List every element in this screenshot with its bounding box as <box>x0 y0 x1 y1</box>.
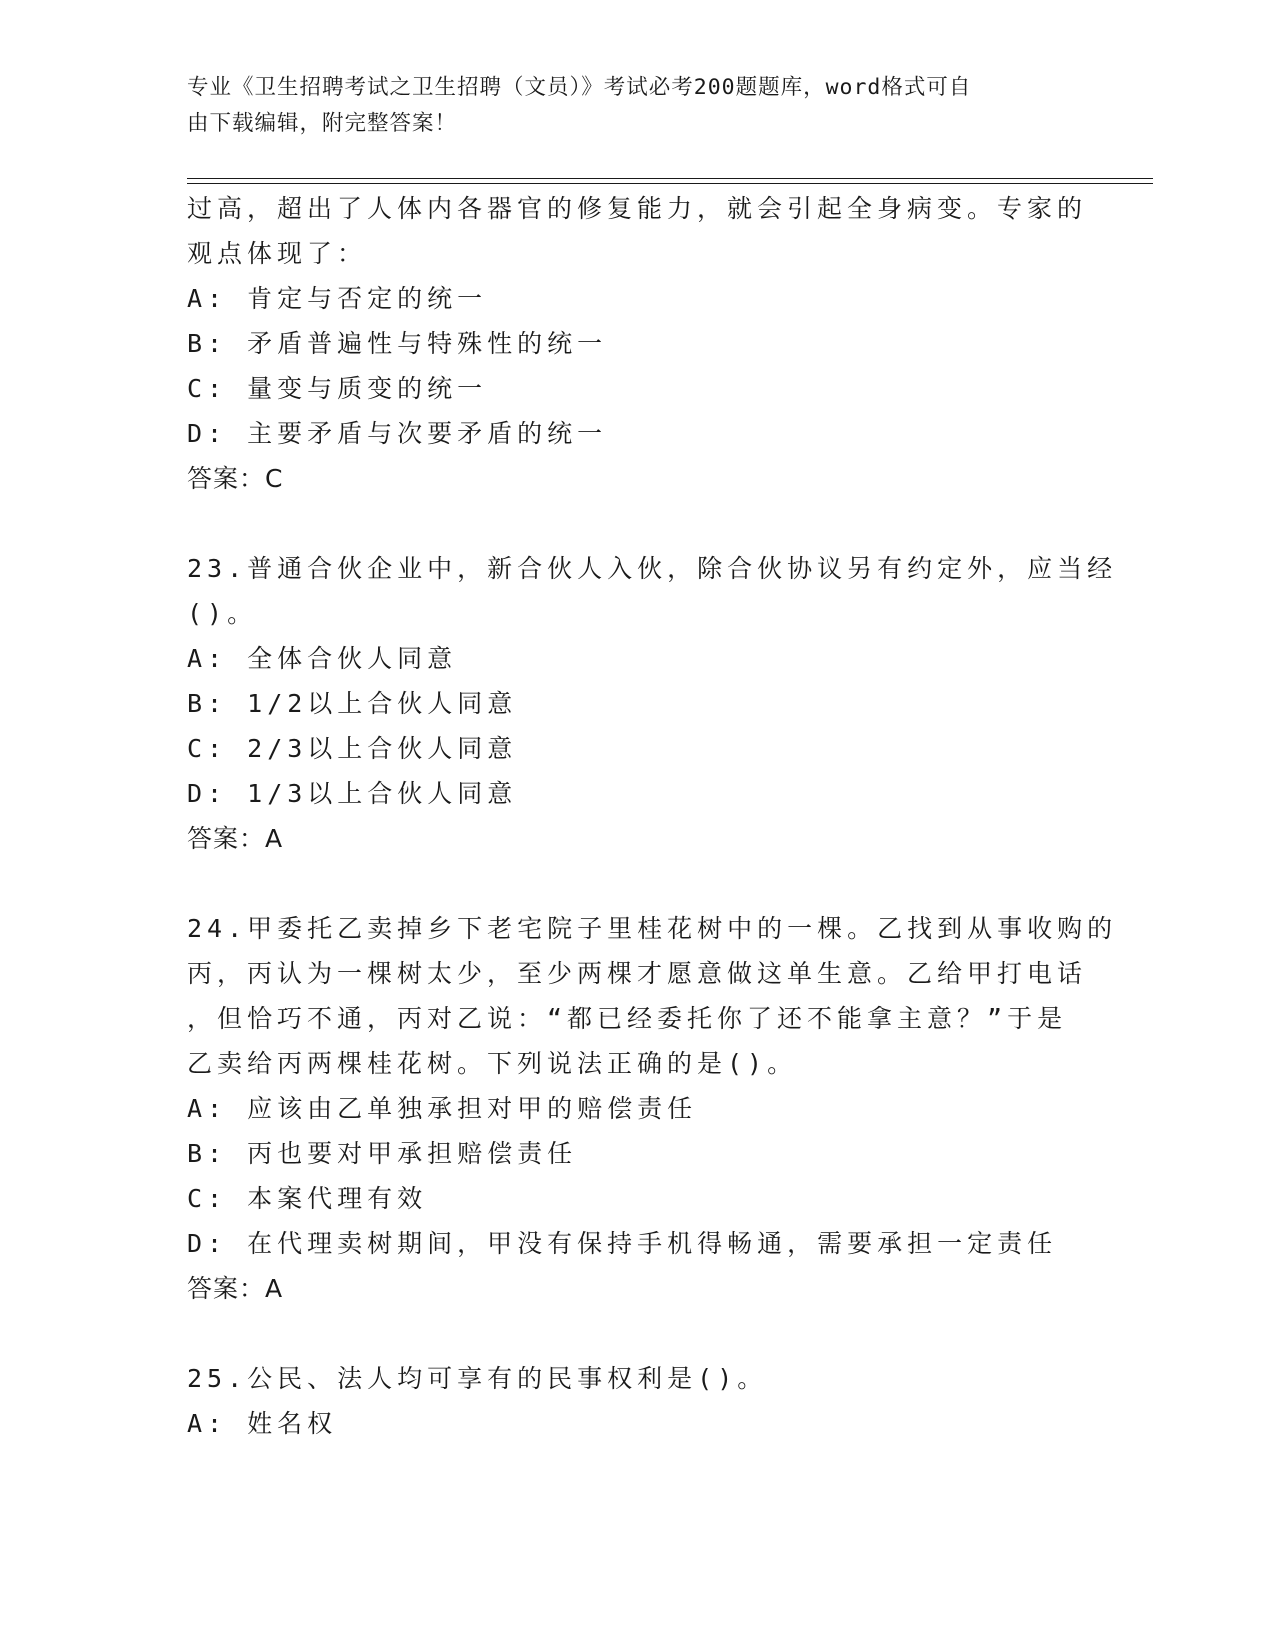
header-line-1: 专业《卫生招聘考试之卫生招聘（文员）》考试必考200题题库，word格式可自 <box>187 75 972 100</box>
question-23-option-b: B: 1/2以上合伙人同意 <box>187 689 518 718</box>
question-22-option-c: C: 量变与质变的统一 <box>187 374 488 403</box>
question-23-option-c: C: 2/3以上合伙人同意 <box>187 734 518 763</box>
question-22-text-line-1: 过高，超出了人体内各器官的修复能力，就会引起全身病变。专家的 <box>187 194 1088 223</box>
question-24-option-a: A: 应该由乙单独承担对甲的赔偿责任 <box>187 1094 698 1123</box>
question-25-text-line-1: 25.公民、法人均可享有的民事权利是()。 <box>187 1364 768 1393</box>
header-divider-bottom <box>187 183 1153 184</box>
question-23-option-a: A: 全体合伙人同意 <box>187 644 458 673</box>
question-24-option-d: D: 在代理卖树期间，甲没有保持手机得畅通，需要承担一定责任 <box>187 1229 1058 1258</box>
question-22-text-line-2: 观点体现了： <box>187 239 368 268</box>
question-24-text-line-4: 乙卖给丙两棵桂花树。下列说法正确的是()。 <box>187 1049 798 1078</box>
question-23-answer: 答案：A <box>187 824 284 853</box>
header-divider-top <box>187 178 1153 179</box>
question-22-option-d: D: 主要矛盾与次要矛盾的统一 <box>187 419 608 448</box>
question-24-text-line-3: ，但恰巧不通，丙对乙说：“都已经委托你了还不能拿主意？”于是 <box>187 1004 1068 1033</box>
question-23-text-line-1: 23.普通合伙企业中，新合伙人入伙，除合伙协议另有约定外，应当经 <box>187 554 1118 583</box>
document-header <box>187 70 1087 142</box>
question-25-option-a: A: 姓名权 <box>187 1409 338 1438</box>
question-24-text-line-1: 24.甲委托乙卖掉乡下老宅院子里桂花树中的一棵。乙找到从事收购的 <box>187 914 1118 943</box>
question-24-option-b: B: 丙也要对甲承担赔偿责任 <box>187 1139 578 1168</box>
question-24-option-c: C: 本案代理有效 <box>187 1184 428 1213</box>
question-22-answer: 答案：C <box>187 464 284 493</box>
question-24-answer: 答案：A <box>187 1274 284 1303</box>
question-24-text-line-2: 丙，丙认为一棵树太少，至少两棵才愿意做这单生意。乙给甲打电话 <box>187 959 1088 988</box>
question-22-option-b: B: 矛盾普遍性与特殊性的统一 <box>187 329 608 358</box>
question-23-text-line-2: ()。 <box>187 599 258 628</box>
question-22-option-a: A: 肯定与否定的统一 <box>187 284 488 313</box>
question-23-option-d: D: 1/3以上合伙人同意 <box>187 779 518 808</box>
header-line-2: 由下载编辑，附完整答案！ <box>187 111 458 136</box>
